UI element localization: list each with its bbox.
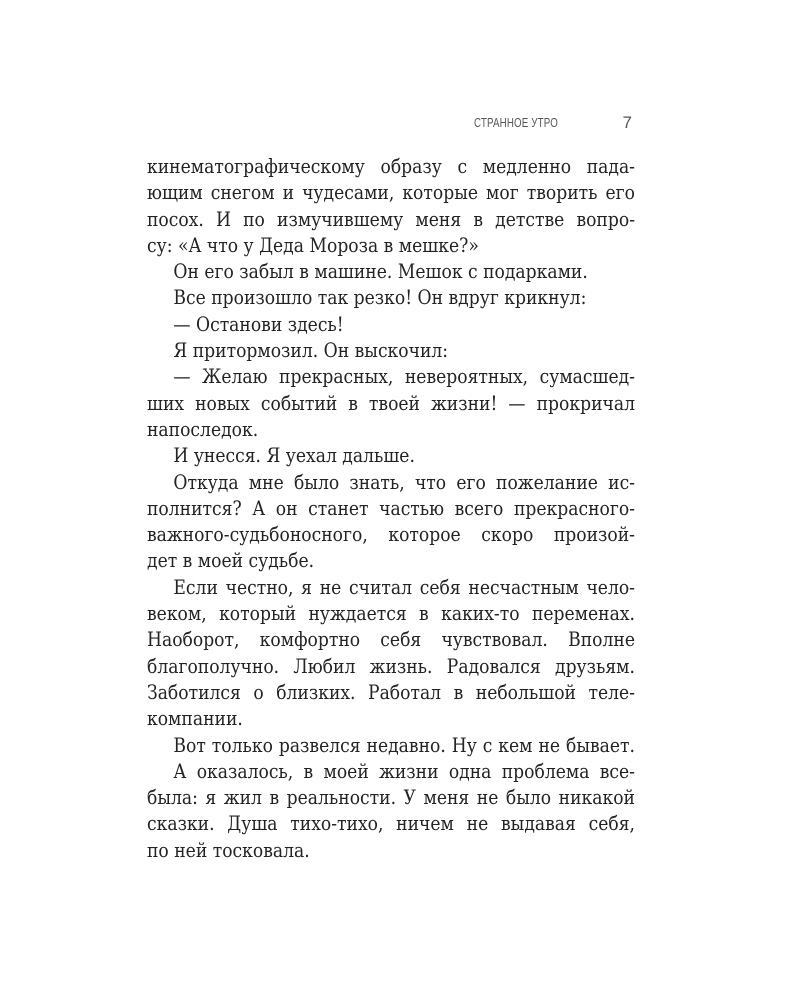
text-line: Заботился о близких. Работал в небольшой теле- (147, 680, 635, 704)
text-line: важного-судьбоносного, которое скоро произой- (147, 523, 635, 547)
text-line: — Останови здесь! (173, 312, 344, 336)
text-line: ющим снегом и чудесами, которые мог творить его (147, 181, 635, 205)
text-line: напоследок. (147, 417, 259, 441)
text-line: Вот только развелся недавно. Ну с кем не бывает. (173, 733, 635, 757)
text-line: веком, который нуждается в каких-то переменах. (147, 602, 635, 626)
text-line: была: я жил в реальности. У меня не было никакой (147, 786, 635, 810)
text-line: кинематографическому образу с медленно пада- (147, 155, 635, 178)
page-number: 7 (622, 113, 632, 132)
text-line: сказки. Душа тихо-тихо, ничем не выдавая себя, (147, 812, 635, 836)
text-line: посох. И по измучившему меня в детстве вопро- (147, 207, 635, 231)
text-line: Я притормозил. Он выскочил: (173, 339, 449, 363)
text-line: И унесся. Я уехал дальше. (173, 444, 415, 468)
text-line: — Желаю прекрасных, невероятных, сумасшед- (173, 365, 635, 389)
text-line: Наоборот, комфортно себя чувствовал. Вполне (147, 628, 635, 652)
text-line: Он его забыл в машине. Мешок с подарками. (173, 260, 588, 284)
running-title: СТРАННОЕ УТРО (474, 116, 558, 130)
text-line: А оказалось, в моей жизни одна проблема все- (173, 759, 635, 783)
page-header (474, 113, 636, 135)
text-line: Все произошло так резко! Он вдруг крикнул: (173, 286, 587, 310)
text-line: су: «А что у Деда Мороза в мешке?» (147, 233, 479, 257)
text-line: компании. (147, 707, 243, 731)
text-line: благополучно. Любил жизнь. Радовался друзьям. (147, 654, 635, 678)
text-line: по ней тосковала. (147, 838, 310, 862)
body-text (147, 154, 635, 864)
text-line: дет в моей судьбе. (147, 549, 315, 573)
text-line: Если честно, я не считал себя несчастным чело- (173, 575, 635, 599)
text-line: полнится? А он станет частью всего прекрасного- (147, 496, 635, 520)
text-line: Откуда мне было знать, что его пожелание ис- (173, 470, 635, 494)
text-line: ших новых событий в твоей жизни! — прокричал (147, 391, 635, 415)
